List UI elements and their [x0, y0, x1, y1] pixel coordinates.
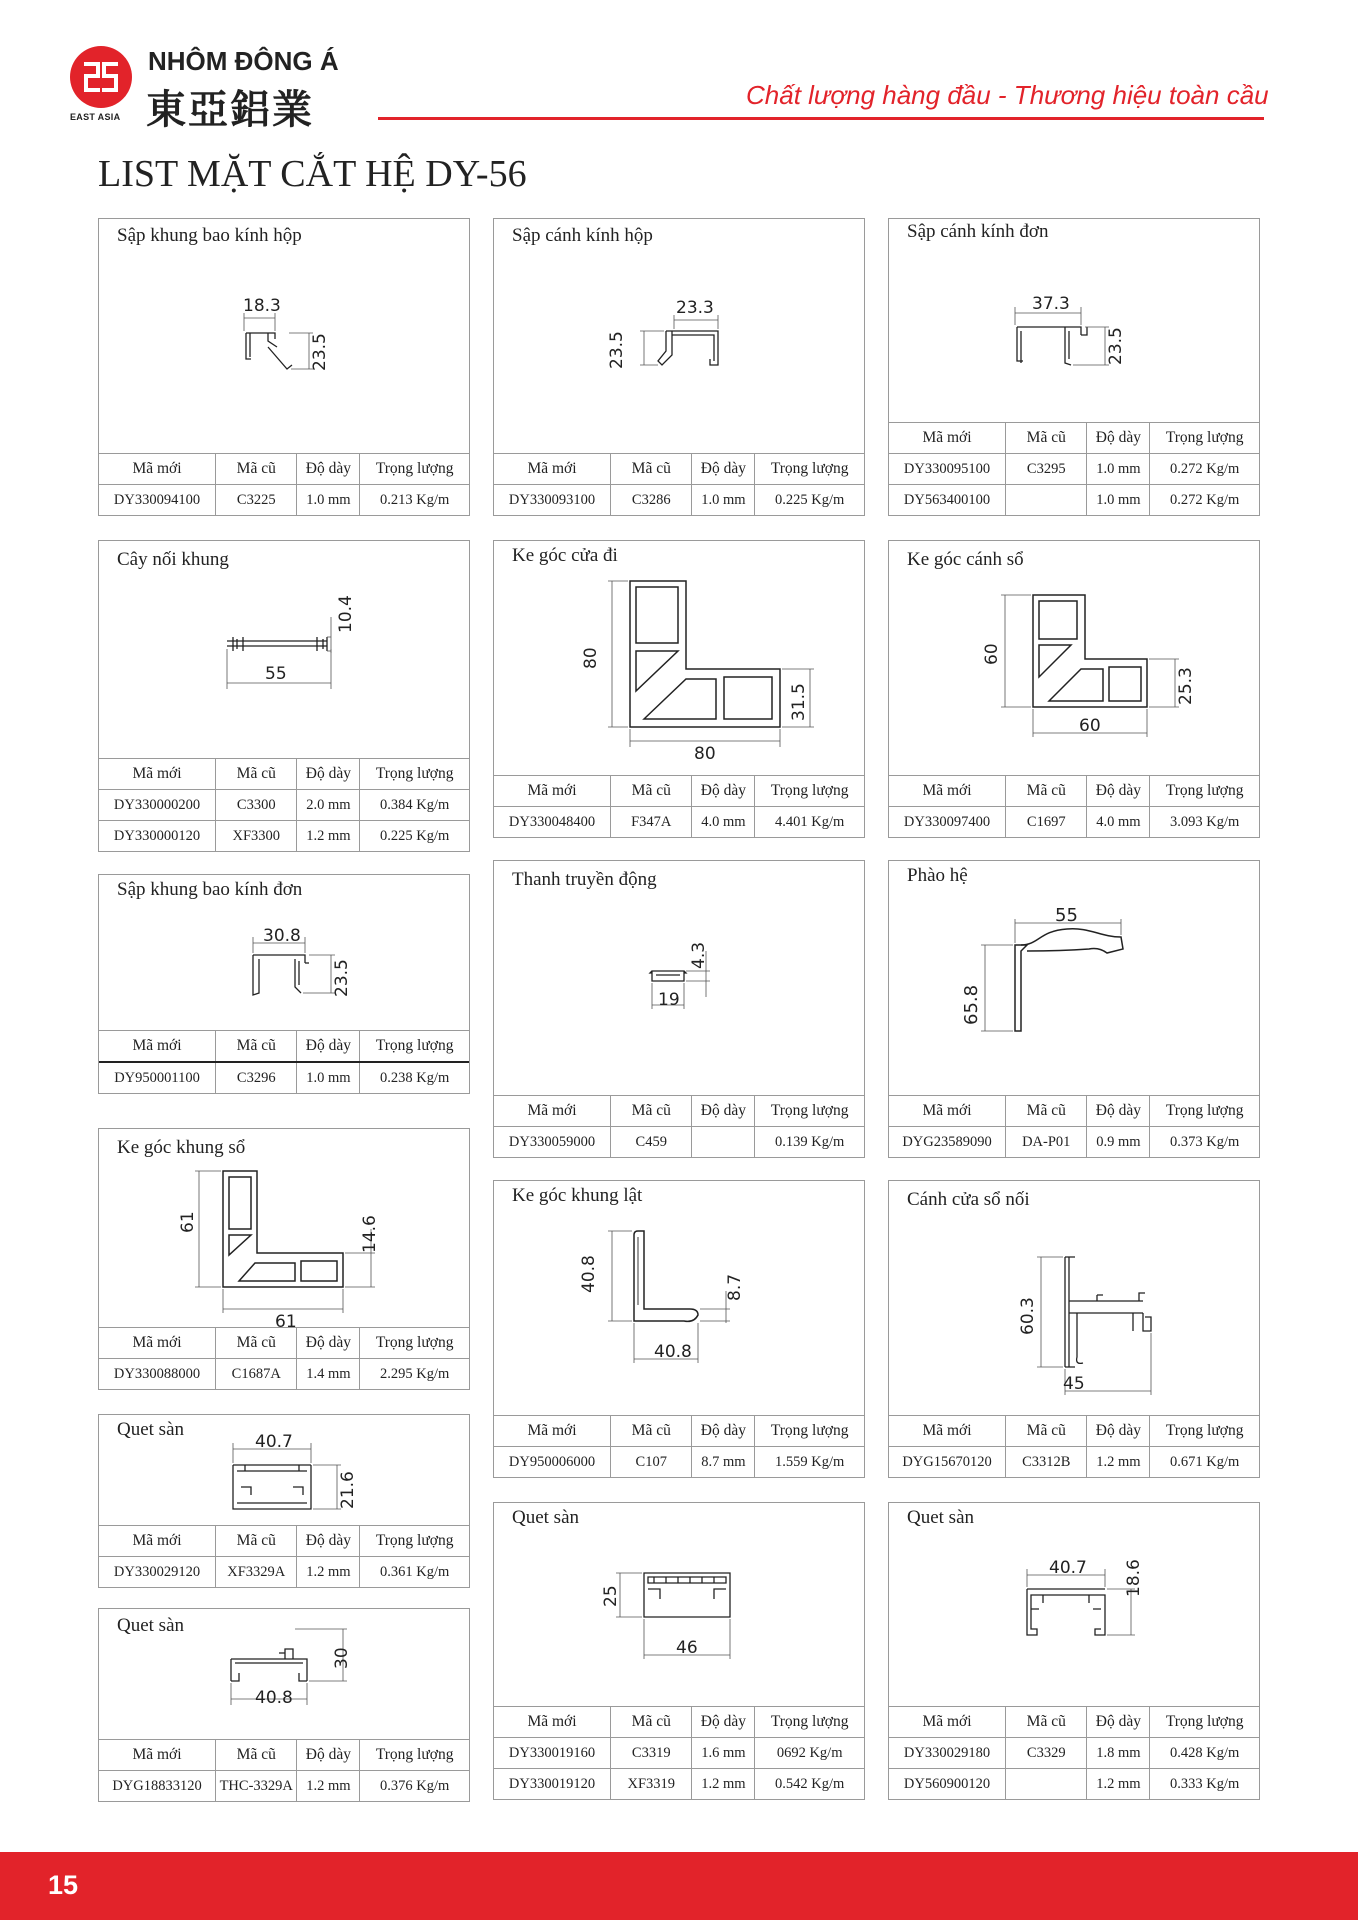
spec-table: [889, 1095, 1259, 1157]
dim-label: 23.3: [676, 298, 714, 318]
col-header: Độ dày: [692, 1096, 755, 1127]
cell-new-code: DY330000200: [99, 790, 216, 821]
cell-weight: 0.542 Kg/m: [755, 1769, 864, 1800]
profile-card: [888, 218, 1260, 516]
spec-table: [889, 1415, 1259, 1477]
col-header: Độ dày: [1087, 1416, 1150, 1447]
card-title: Sập cánh kính đơn: [907, 221, 1049, 242]
table-row: [494, 485, 864, 516]
cell-old-code: C3312B: [1006, 1447, 1087, 1478]
dim-label: 55: [265, 664, 287, 684]
cell-weight: 0.238 Kg/m: [360, 1062, 469, 1093]
col-header: Độ dày: [297, 1526, 360, 1557]
profile-card: [98, 1128, 470, 1390]
col-header: Mã cũ: [216, 1526, 297, 1557]
card-title: Ke góc khung lật: [512, 1185, 643, 1206]
dim-label: 40.7: [255, 1432, 293, 1452]
profile-drawing: [99, 875, 471, 1033]
card-title: Sập khung bao kính đơn: [117, 879, 303, 900]
profile-card: [493, 1502, 865, 1800]
profile-drawing: [889, 219, 1261, 425]
cell-old-code: C3296: [216, 1062, 297, 1093]
spec-table: [494, 453, 864, 515]
col-header: Mã mới: [99, 1031, 216, 1063]
cell-weight: 4.401 Kg/m: [755, 807, 864, 838]
dim-label: 18.3: [243, 296, 281, 316]
profile-card: [98, 218, 470, 516]
cell-old-code: DA-P01: [1006, 1127, 1087, 1158]
col-header: Độ dày: [297, 1328, 360, 1359]
table-row: [494, 1447, 864, 1478]
table-row: [99, 1557, 469, 1588]
profile-card: [98, 874, 470, 1094]
cell-weight: 0.272 Kg/m: [1150, 454, 1259, 485]
table-row: [99, 1359, 469, 1390]
col-header: Mã mới: [494, 1707, 611, 1738]
col-header: Mã cũ: [216, 1328, 297, 1359]
cell-old-code: C107: [611, 1447, 692, 1478]
spec-table: [889, 775, 1259, 837]
dim-label: 55: [1055, 905, 1078, 926]
card-title: Thanh truyền động: [512, 869, 657, 890]
col-header: Mã mới: [99, 759, 216, 790]
col-header: Trọng lượng: [755, 1416, 864, 1447]
cell-thickness: [692, 1127, 755, 1158]
dim-label: 21.6: [338, 1471, 358, 1509]
cell-old-code: C3225: [216, 485, 297, 516]
profile-drawing: [99, 541, 471, 761]
cell-old-code: THC-3329A: [216, 1771, 297, 1802]
cell-thickness: 4.0 mm: [1087, 807, 1150, 838]
col-header: Mã cũ: [611, 776, 692, 807]
cell-weight: 1.559 Kg/m: [755, 1447, 864, 1478]
table-row: [99, 1062, 469, 1093]
cell-new-code: DY330093100: [494, 485, 611, 516]
dim-label: 30.8: [263, 926, 301, 946]
dim-label: 60.3: [1018, 1297, 1038, 1335]
profile-drawing: [99, 1129, 471, 1329]
cell-thickness: 1.0 mm: [297, 1062, 360, 1093]
cell-old-code: [1006, 485, 1087, 516]
dim-label: 65.8: [961, 984, 982, 1025]
col-header: Mã mới: [494, 776, 611, 807]
table-row: [99, 1771, 469, 1802]
dim-label: 80: [581, 647, 601, 669]
dim-label: 18.6: [1124, 1559, 1144, 1597]
profile-card: [888, 540, 1260, 838]
cell-new-code: DY330029180: [889, 1738, 1006, 1769]
profile-card: [98, 1608, 470, 1802]
profile-drawing: [494, 1181, 866, 1417]
dim-label: 4.3: [689, 941, 709, 969]
card-title: Quet sàn: [907, 1507, 975, 1528]
cell-old-code: [1006, 1769, 1087, 1800]
dim-label: 45: [1063, 1374, 1085, 1394]
col-header: Mã cũ: [1006, 423, 1087, 454]
col-header: Mã cũ: [611, 1707, 692, 1738]
dim-label: 40.8: [654, 1342, 692, 1362]
card-title: Cây nối khung: [117, 549, 229, 570]
col-header: Mã mới: [99, 454, 216, 485]
table-row: [99, 790, 469, 821]
dim-label: 60: [1079, 716, 1101, 736]
col-header: Mã cũ: [1006, 1096, 1087, 1127]
cell-old-code: C3295: [1006, 454, 1087, 485]
cell-old-code: C1687A: [216, 1359, 297, 1390]
dim-label: 37.3: [1032, 294, 1070, 314]
col-header: Độ dày: [1087, 1707, 1150, 1738]
cell-thickness: 2.0 mm: [297, 790, 360, 821]
cell-weight: 0.376 Kg/m: [360, 1771, 469, 1802]
col-header: Độ dày: [692, 776, 755, 807]
col-header: Độ dày: [297, 1031, 360, 1063]
table-row: [889, 1447, 1259, 1478]
cell-weight: 0.225 Kg/m: [360, 821, 469, 852]
cell-weight: 0.272 Kg/m: [1150, 485, 1259, 516]
cell-weight: 0.213 Kg/m: [360, 485, 469, 516]
col-header: Mã mới: [889, 776, 1006, 807]
table-row: [99, 485, 469, 516]
cell-weight: 0.428 Kg/m: [1150, 1738, 1259, 1769]
cell-old-code: C3329: [1006, 1738, 1087, 1769]
profile-drawing: [494, 1503, 866, 1709]
cell-thickness: 1.2 mm: [692, 1769, 755, 1800]
cell-old-code: XF3319: [611, 1769, 692, 1800]
col-header: Mã cũ: [216, 1740, 297, 1771]
cell-weight: 0.384 Kg/m: [360, 790, 469, 821]
col-header: Độ dày: [692, 1416, 755, 1447]
profile-card: [888, 860, 1260, 1158]
dim-label: 23.5: [1106, 327, 1126, 365]
table-row: [494, 1769, 864, 1800]
spec-table: [889, 422, 1259, 515]
card-title: Ke góc khung sổ: [117, 1137, 246, 1158]
card-title: Phào hệ: [907, 865, 968, 886]
profile-card: [493, 540, 865, 838]
cell-thickness: 1.2 mm: [297, 1557, 360, 1588]
spec-table: [99, 758, 469, 851]
profile-drawing: [889, 1181, 1261, 1417]
table-row: [494, 1127, 864, 1158]
table-row: [494, 1738, 864, 1769]
col-header: Độ dày: [297, 759, 360, 790]
col-header: Độ dày: [297, 1740, 360, 1771]
profile-card: [493, 218, 865, 516]
table-row: [889, 1127, 1259, 1158]
profile-drawing: [889, 541, 1261, 777]
dim-label: 61: [178, 1211, 198, 1233]
cell-thickness: 1.0 mm: [1087, 485, 1150, 516]
cell-old-code: XF3300: [216, 821, 297, 852]
profile-drawing: [889, 861, 1261, 1097]
dim-label: 40.8: [579, 1255, 599, 1293]
spec-table: [889, 1706, 1259, 1799]
dim-label: 30: [332, 1647, 352, 1669]
dim-label: 14.6: [360, 1215, 380, 1253]
col-header: Mã cũ: [611, 1096, 692, 1127]
cell-thickness: 1.0 mm: [692, 485, 755, 516]
cell-thickness: 1.2 mm: [297, 1771, 360, 1802]
col-header: Mã mới: [494, 1096, 611, 1127]
spec-table: [99, 1525, 469, 1587]
profile-drawing: [99, 1415, 471, 1527]
cell-old-code: C1697: [1006, 807, 1087, 838]
col-header: Mã mới: [99, 1526, 216, 1557]
profile-card: [98, 540, 470, 852]
spec-table: [494, 1706, 864, 1799]
col-header: Trọng lượng: [360, 454, 469, 485]
profile-drawing: [99, 1609, 471, 1741]
col-header: Trọng lượng: [755, 1096, 864, 1127]
col-header: Mã mới: [494, 454, 611, 485]
cell-thickness: 1.4 mm: [297, 1359, 360, 1390]
cell-thickness: 1.2 mm: [297, 821, 360, 852]
profile-card: [493, 860, 865, 1158]
col-header: Trọng lượng: [1150, 1707, 1259, 1738]
col-header: Trọng lượng: [1150, 776, 1259, 807]
cell-thickness: 4.0 mm: [692, 807, 755, 838]
col-header: Độ dày: [1087, 423, 1150, 454]
dim-label: 10.4: [336, 595, 356, 633]
col-header: Trọng lượng: [755, 776, 864, 807]
cell-thickness: 8.7 mm: [692, 1447, 755, 1478]
spec-table: [99, 1030, 469, 1093]
cell-new-code: DYG15670120: [889, 1447, 1006, 1478]
cell-old-code: C3300: [216, 790, 297, 821]
profile-drawing: [494, 861, 866, 1097]
profile-card: [888, 1502, 1260, 1800]
brand-logo-mark-icon: [70, 46, 132, 108]
cell-weight: 0692 Kg/m: [755, 1738, 864, 1769]
card-title: Quet sàn: [117, 1615, 185, 1636]
cell-old-code: C3319: [611, 1738, 692, 1769]
dim-label: 80: [694, 744, 716, 764]
brand-name: NHÔM ĐÔNG Á: [148, 46, 339, 76]
spec-table: [99, 1739, 469, 1801]
dim-label: 60: [982, 643, 1002, 665]
dim-label: 23.5: [607, 331, 627, 369]
col-header: Mã cũ: [1006, 1707, 1087, 1738]
cell-new-code: DY330095100: [889, 454, 1006, 485]
cell-weight: 0.373 Kg/m: [1150, 1127, 1259, 1158]
brand-cjk: 東亞鋁業: [146, 87, 314, 133]
cell-new-code: DY330019160: [494, 1738, 611, 1769]
col-header: Mã mới: [889, 1707, 1006, 1738]
col-header: Trọng lượng: [360, 1740, 469, 1771]
cell-weight: 0.671 Kg/m: [1150, 1447, 1259, 1478]
cell-thickness: 1.0 mm: [297, 485, 360, 516]
cell-weight: 0.225 Kg/m: [755, 485, 864, 516]
cell-new-code: DY563400100: [889, 485, 1006, 516]
col-header: Mã mới: [99, 1328, 216, 1359]
cell-thickness: 1.2 mm: [1087, 1769, 1150, 1800]
brand-sub: EAST ASIA: [70, 112, 121, 122]
col-header: Mã cũ: [611, 1416, 692, 1447]
spec-table: [99, 1327, 469, 1389]
card-title: Cánh cửa sổ nối: [907, 1189, 1030, 1210]
table-row: [889, 1738, 1259, 1769]
cell-new-code: DY330019120: [494, 1769, 611, 1800]
cell-new-code: DY330000120: [99, 821, 216, 852]
profile-card: [493, 1180, 865, 1478]
table-row: [99, 821, 469, 852]
dim-label: 25: [601, 1585, 621, 1607]
page-number: 15: [48, 1870, 79, 1900]
col-header: Mã cũ: [1006, 776, 1087, 807]
dim-label: 40.7: [1049, 1558, 1087, 1578]
dim-label: 40.8: [255, 1688, 293, 1708]
col-header: Trọng lượng: [1150, 1096, 1259, 1127]
col-header: Mã cũ: [216, 1031, 297, 1063]
col-header: Trọng lượng: [755, 454, 864, 485]
card-title: Sập khung bao kính hộp: [117, 225, 302, 246]
table-row: [889, 454, 1259, 485]
col-header: Mã cũ: [216, 759, 297, 790]
col-header: Độ dày: [297, 454, 360, 485]
slogan: Chất lượng hàng đầu - Thương hiệu toàn cầu: [746, 80, 1269, 110]
cell-new-code: DY950001100: [99, 1062, 216, 1093]
table-row: [889, 1769, 1259, 1800]
dim-label: 8.7: [725, 1273, 745, 1301]
footer-bar: [0, 1852, 1358, 1920]
cell-old-code: C3286: [611, 485, 692, 516]
cell-weight: 2.295 Kg/m: [360, 1359, 469, 1390]
cell-new-code: DYG18833120: [99, 1771, 216, 1802]
cell-weight: 0.361 Kg/m: [360, 1557, 469, 1588]
cell-new-code: DYG23589090: [889, 1127, 1006, 1158]
cell-new-code: DY330059000: [494, 1127, 611, 1158]
col-header: Mã mới: [494, 1416, 611, 1447]
col-header: Trọng lượng: [1150, 423, 1259, 454]
card-title: Sập cánh kính hộp: [512, 225, 653, 246]
cell-weight: 0.139 Kg/m: [755, 1127, 864, 1158]
profile-drawing: [99, 219, 471, 455]
card-title: Ke góc cửa đi: [512, 545, 618, 566]
col-header: Trọng lượng: [360, 1328, 469, 1359]
cell-thickness: 1.6 mm: [692, 1738, 755, 1769]
col-header: Độ dày: [1087, 776, 1150, 807]
cell-thickness: 0.9 mm: [1087, 1127, 1150, 1158]
cell-new-code: DY330094100: [99, 485, 216, 516]
dim-label: 61: [275, 1312, 297, 1329]
header-divider: [378, 117, 1264, 120]
dim-label: 25.3: [1176, 667, 1196, 705]
col-header: Mã mới: [889, 1096, 1006, 1127]
cell-new-code: DY330048400: [494, 807, 611, 838]
spec-table: [99, 453, 469, 515]
cell-old-code: F347A: [611, 807, 692, 838]
cell-weight: 3.093 Kg/m: [1150, 807, 1259, 838]
profile-drawing: [494, 219, 866, 455]
dim-label: 19: [658, 990, 680, 1010]
col-header: Mã mới: [889, 1416, 1006, 1447]
spec-table: [494, 775, 864, 837]
cell-thickness: 1.8 mm: [1087, 1738, 1150, 1769]
profile-card: [888, 1180, 1260, 1478]
col-header: Trọng lượng: [360, 1031, 469, 1063]
col-header: Mã cũ: [216, 454, 297, 485]
cell-new-code: DY330029120: [99, 1557, 216, 1588]
cell-old-code: C459: [611, 1127, 692, 1158]
page-title: LIST MẶT CẮT HỆ DY-56: [98, 153, 527, 195]
col-header: Mã cũ: [611, 454, 692, 485]
table-row: [494, 807, 864, 838]
col-header: Độ dày: [692, 1707, 755, 1738]
brand-logo: [70, 46, 132, 108]
col-header: Trọng lượng: [1150, 1416, 1259, 1447]
cell-new-code: DY560900120: [889, 1769, 1006, 1800]
col-header: Trọng lượng: [360, 759, 469, 790]
col-header: Độ dày: [692, 454, 755, 485]
cell-weight: 0.333 Kg/m: [1150, 1769, 1259, 1800]
cell-new-code: DY330097400: [889, 807, 1006, 838]
dim-label: 31.5: [789, 683, 809, 721]
card-title: Quet sàn: [117, 1419, 185, 1440]
col-header: Độ dày: [1087, 1096, 1150, 1127]
cell-new-code: DY950006000: [494, 1447, 611, 1478]
dim-label: 23.5: [310, 333, 330, 371]
cell-thickness: 1.2 mm: [1087, 1447, 1150, 1478]
col-header: Trọng lượng: [360, 1526, 469, 1557]
cell-old-code: XF3329A: [216, 1557, 297, 1588]
col-header: Mã mới: [889, 423, 1006, 454]
spec-table: [494, 1095, 864, 1157]
spec-table: [494, 1415, 864, 1477]
card-title: Ke góc cánh sổ: [907, 549, 1024, 570]
cell-new-code: DY330088000: [99, 1359, 216, 1390]
dim-label: 46: [676, 1638, 698, 1658]
cell-thickness: 1.0 mm: [1087, 454, 1150, 485]
dim-label: 23.5: [332, 959, 352, 997]
col-header: Mã mới: [99, 1740, 216, 1771]
card-title: Quet sàn: [512, 1507, 580, 1528]
profile-drawing: [494, 541, 866, 777]
table-row: [889, 807, 1259, 838]
profile-card: [98, 1414, 470, 1588]
col-header: Mã cũ: [1006, 1416, 1087, 1447]
table-row: [889, 485, 1259, 516]
col-header: Trọng lượng: [755, 1707, 864, 1738]
profile-drawing: [889, 1503, 1261, 1709]
